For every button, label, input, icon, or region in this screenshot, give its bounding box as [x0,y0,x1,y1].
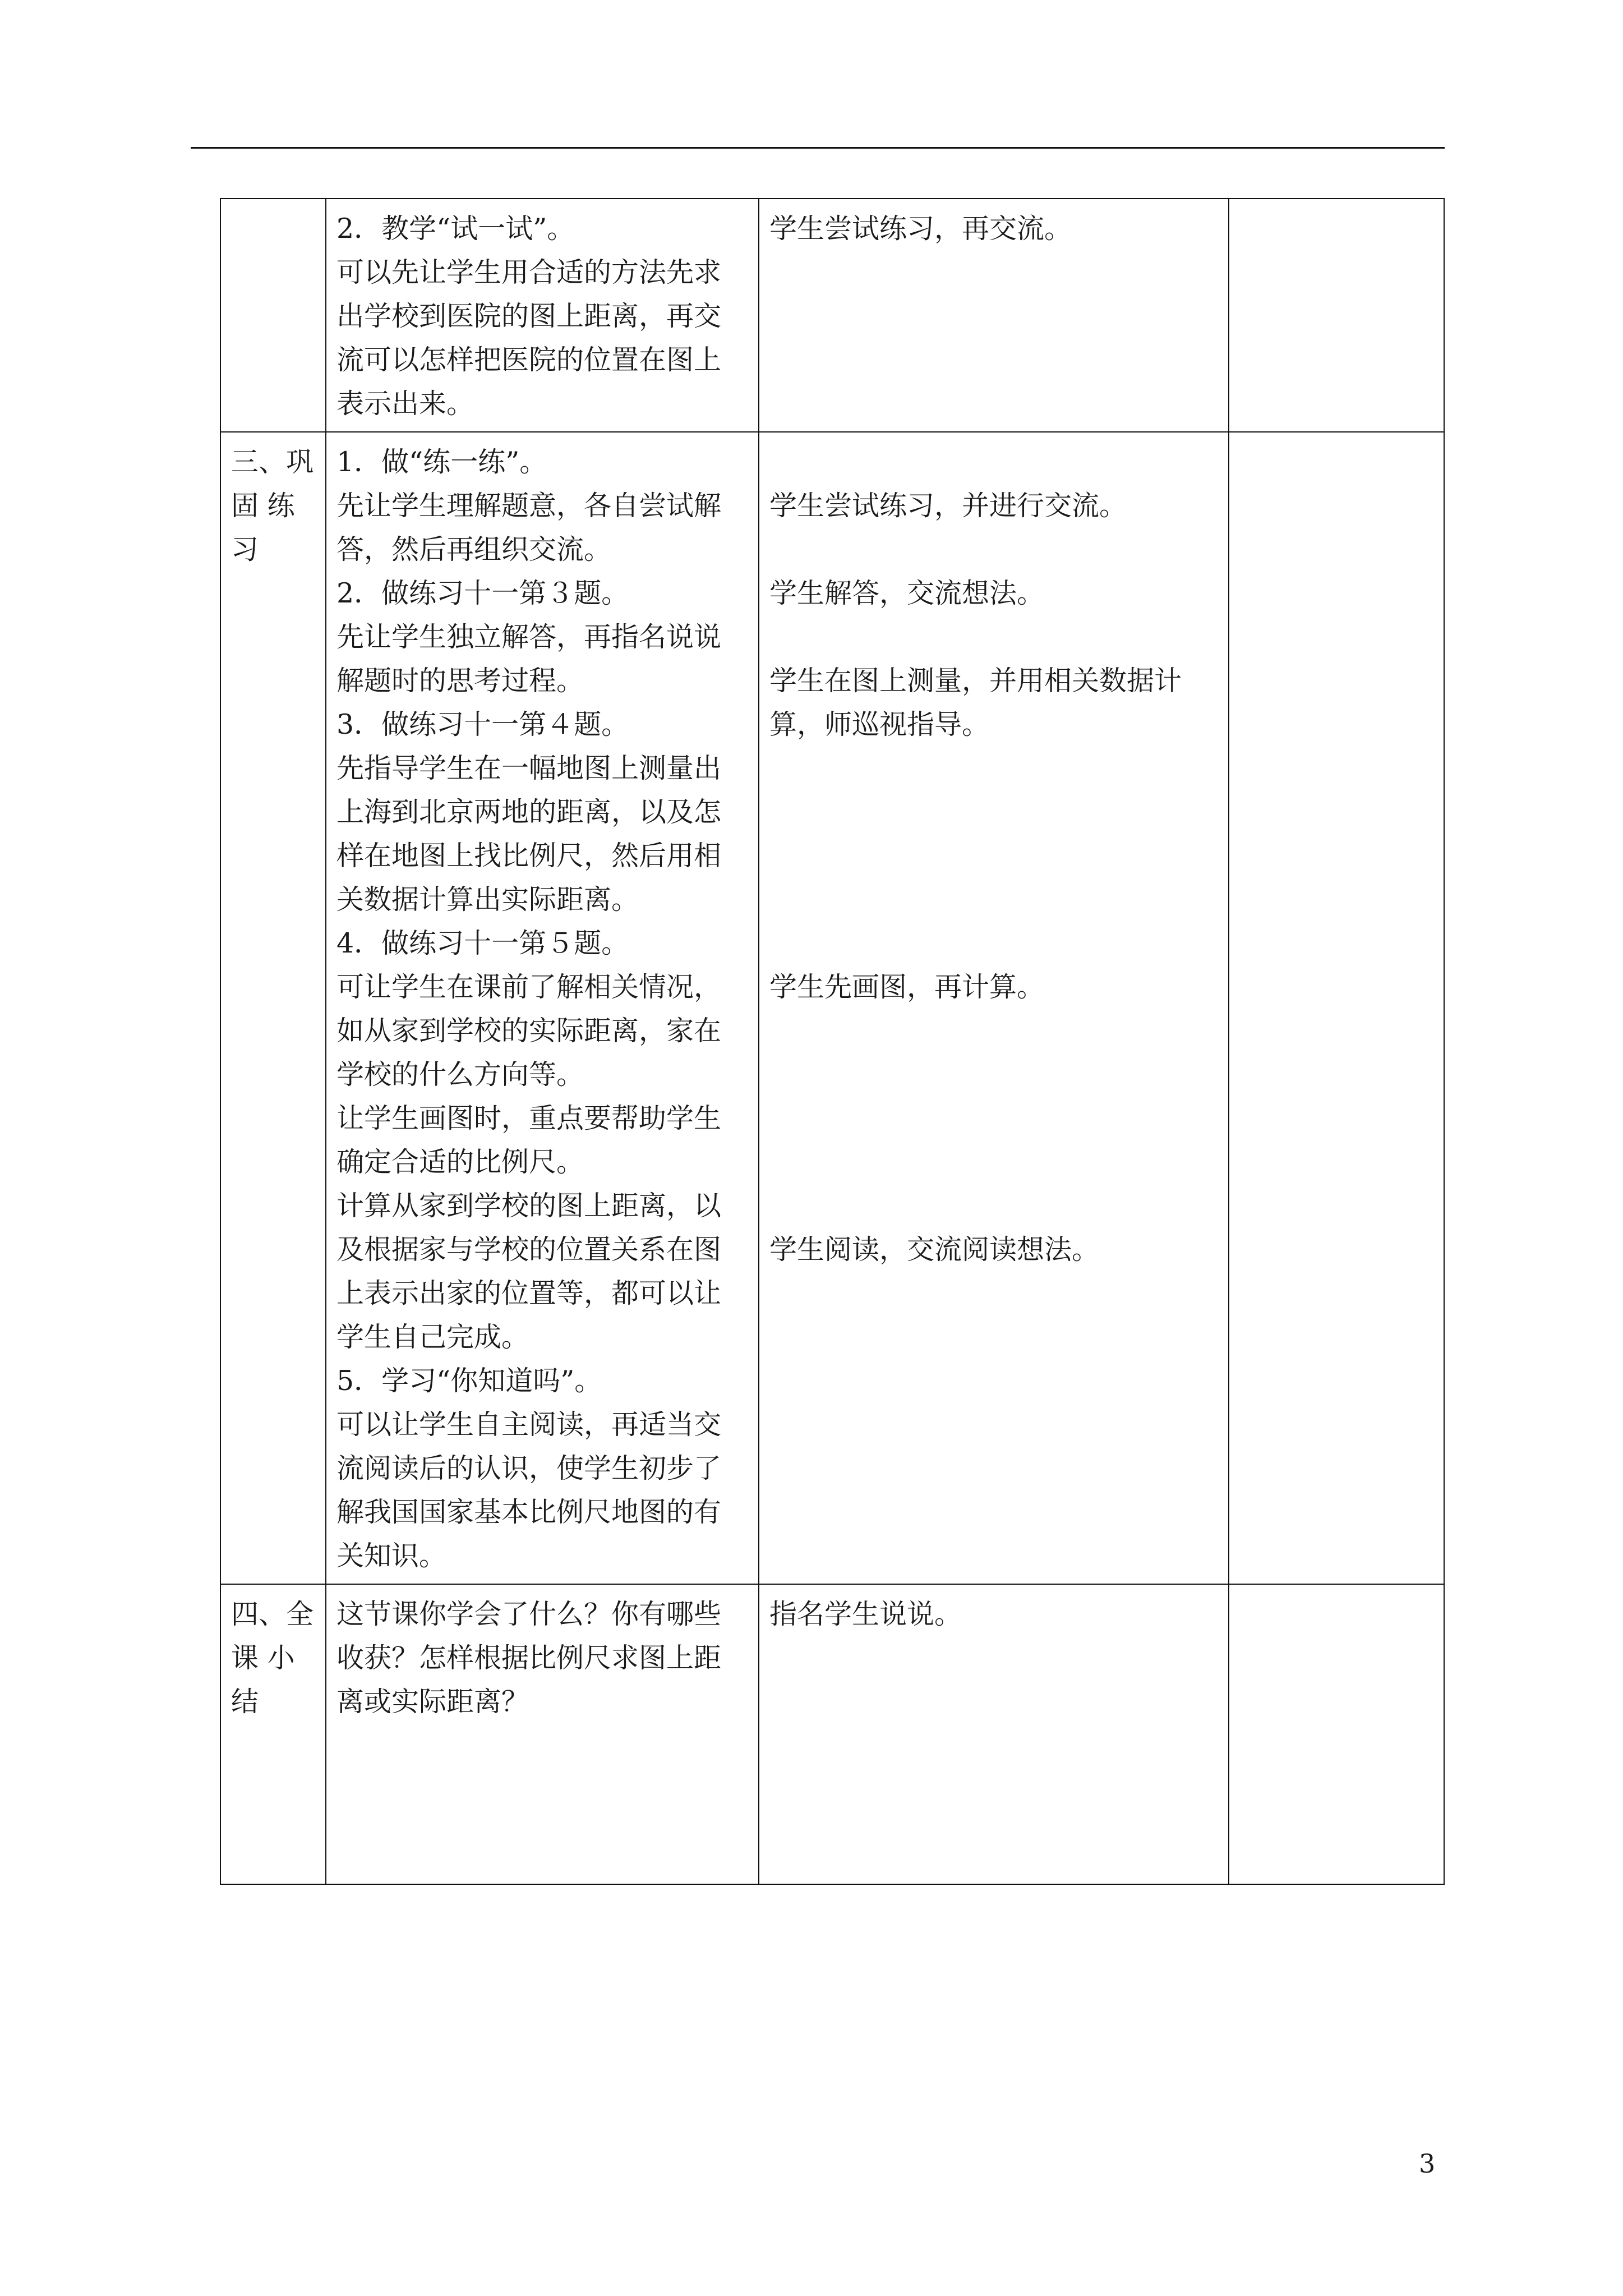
stage-line: 习 [231,533,259,565]
procedure-item: 可让学生在课前了解相关情况，如从家到学校的实际距离，家在学校的什么方向等。 [336,971,722,1091]
note-cell [1229,1584,1444,1884]
stage-label [231,1593,315,1724]
activity-cell [759,1584,1229,1884]
activity-item: 指名学生说说。 [769,1598,962,1630]
stage-line: 四、全 [231,1598,314,1630]
stage-cell [220,199,326,432]
note-cell [1229,199,1444,432]
page-number: 3 [1419,2148,1436,2179]
stage-cell [220,1584,326,1884]
lesson-plan-table [220,198,1445,1885]
procedure-item: 2．做练习十一第３题。 [336,577,629,609]
table-row [220,199,1444,432]
procedure-item: 可以先让学生用合适的方法先求出学校到医院的图上距离，再交流可以怎样把医院的位置在图上表示出来。 [336,256,722,420]
stage-line: 结 [231,1686,259,1718]
activity-item: 学生解答，交流想法。 [769,577,1045,609]
table-row [220,1584,1444,1884]
procedure-item: 计算从家到学校的图上距离，以及根据家与学校的位置关系在图上表示出家的位置等，都可以让学生自己完成。 [336,1190,722,1353]
activity-item: 学生阅读，交流阅读想法。 [769,1234,1100,1266]
procedure-item: 2．教学“试一试”。 [336,213,575,245]
stage-line: 三、巩 [231,446,314,478]
procedure-item: 可以让学生自主阅读，再适当交流阅读后的认识，使学生初步了解我国国家基本比例尺地图的有关知识。 [336,1409,722,1572]
table-row [220,432,1444,1584]
procedure-item: 1．做“练一练”。 [336,446,547,478]
note-cell [1229,432,1444,1584]
stage-cell [220,432,326,1584]
procedure-item: 4．做练习十一第５题。 [336,927,629,959]
procedure-item: 5．学习“你知道吗”。 [336,1365,602,1397]
procedure-item: 先让学生独立解答，再指名说说解题时的思考过程。 [336,621,722,697]
stage-line: 固 练 [231,490,295,522]
procedure-item: 先让学生理解题意，各自尝试解答，然后再组织交流。 [336,490,722,565]
activity-cell [759,199,1229,432]
procedure-item: 3．做练习十一第４题。 [336,708,629,740]
procedure-cell [326,199,759,432]
activity-item: 学生先画图，再计算。 [769,971,1045,1003]
procedure-item: 这节课你学会了什么？你有哪些收获？怎样根据比例尺求图上距离或实际距离？ [336,1598,722,1718]
procedure-cell [326,1584,759,1884]
stage-line: 课 小 [231,1642,295,1674]
activity-cell [759,432,1229,1584]
activity-item: 学生尝试练习，再交流。 [769,213,1072,245]
activity-item: 学生尝试练习，并进行交流。 [769,490,1127,522]
procedure-item: 让学生画图时，重点要帮助学生确定合适的比例尺。 [336,1102,722,1178]
activity-item: 学生在图上测量，并用相关数据计算，师巡视指导。 [769,665,1182,740]
procedure-item: 先指导学生在一幅地图上测量出上海到北京两地的距离，以及怎样在地图上找比例尺，然后用相关数据计算出实际距离。 [336,752,722,915]
procedure-cell [326,432,759,1584]
stage-label [231,440,315,572]
header-rule [191,147,1445,149]
